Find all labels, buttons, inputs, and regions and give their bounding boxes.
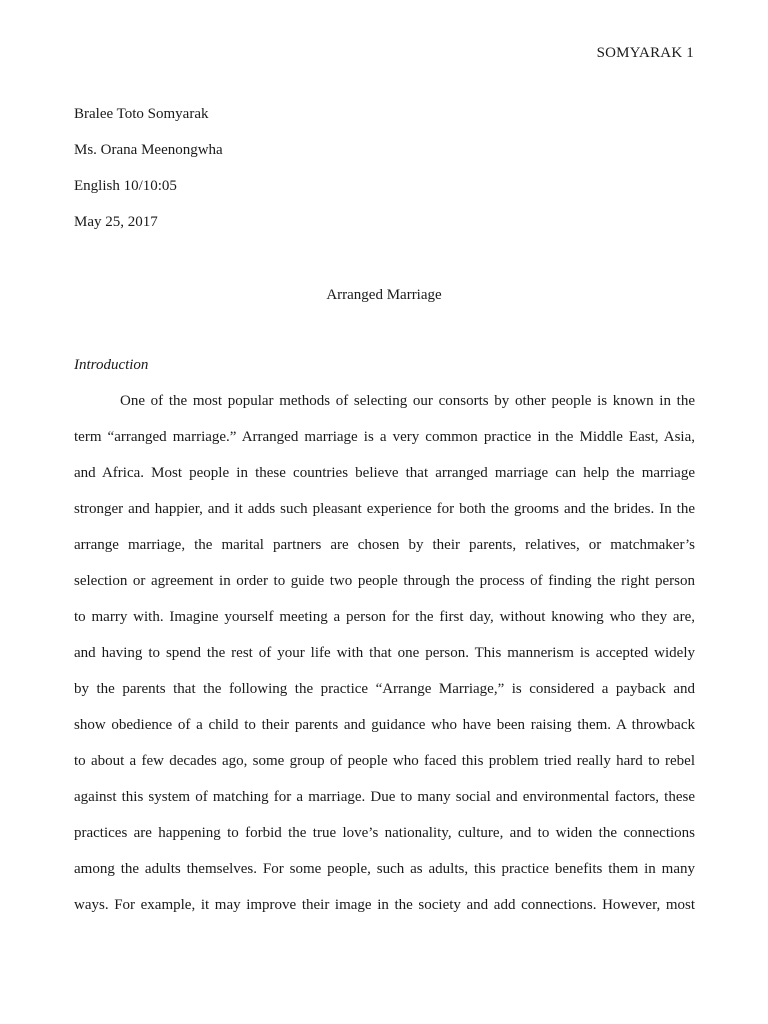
- mla-heading: [74, 104, 223, 248]
- document-title: Arranged Marriage: [326, 287, 442, 303]
- body-line: by the parents that the following the practice “Arrange Marriage,” is considered a payback and: [74, 681, 695, 697]
- body-line: selection or agreement in order to guide two people through the process of finding the right person: [74, 573, 695, 589]
- running-head: SOMYARAK 1: [596, 45, 694, 61]
- body-line: term “arranged marriage.” Arranged marriage is a very common practice in the Middle East, Asia,: [74, 429, 695, 445]
- body-line: among the adults themselves. For some people, such as adults, this practice benefits them in many: [74, 861, 695, 877]
- body-line: arrange marriage, the marital partners are chosen by their parents, relatives, or matchmaker’s: [74, 537, 695, 553]
- body-line: practices are happening to forbid the true love’s nationality, culture, and to widen the connections: [74, 825, 695, 841]
- body-line: stronger and happier, and it adds such pleasant experience for both the grooms and the brides. In the: [74, 501, 695, 517]
- body-line: against this system of matching for a marriage. Due to many social and environmental factors, these: [74, 789, 695, 805]
- author-name: Bralee Toto Somyarak: [74, 106, 209, 122]
- body-line: and Africa. Most people in these countries believe that arranged marriage can help the marriage: [74, 465, 695, 481]
- body-paragraph: [74, 390, 695, 930]
- body-line: to about a few decades ago, some group of people who faced this problem tried really hard to rebel: [74, 753, 695, 769]
- body-line: show obedience of a child to their parents and guidance who have been raising them. A throwback: [74, 717, 695, 733]
- body-line: to marry with. Imagine yourself meeting a person for the first day, without knowing who they are,: [74, 609, 695, 625]
- section-heading: Introduction: [74, 357, 149, 373]
- body-line: One of the most popular methods of selecting our consorts by other people is known in the: [120, 393, 695, 409]
- instructor-name: Ms. Orana Meenongwha: [74, 142, 223, 158]
- course-name: English 10/10:05: [74, 178, 177, 194]
- body-line: and having to spend the rest of your life with that one person. This mannerism is accepted widely: [74, 645, 695, 661]
- body-line: ways. For example, it may improve their image in the society and add connections. However, most: [74, 897, 695, 913]
- document-date: May 25, 2017: [74, 214, 158, 230]
